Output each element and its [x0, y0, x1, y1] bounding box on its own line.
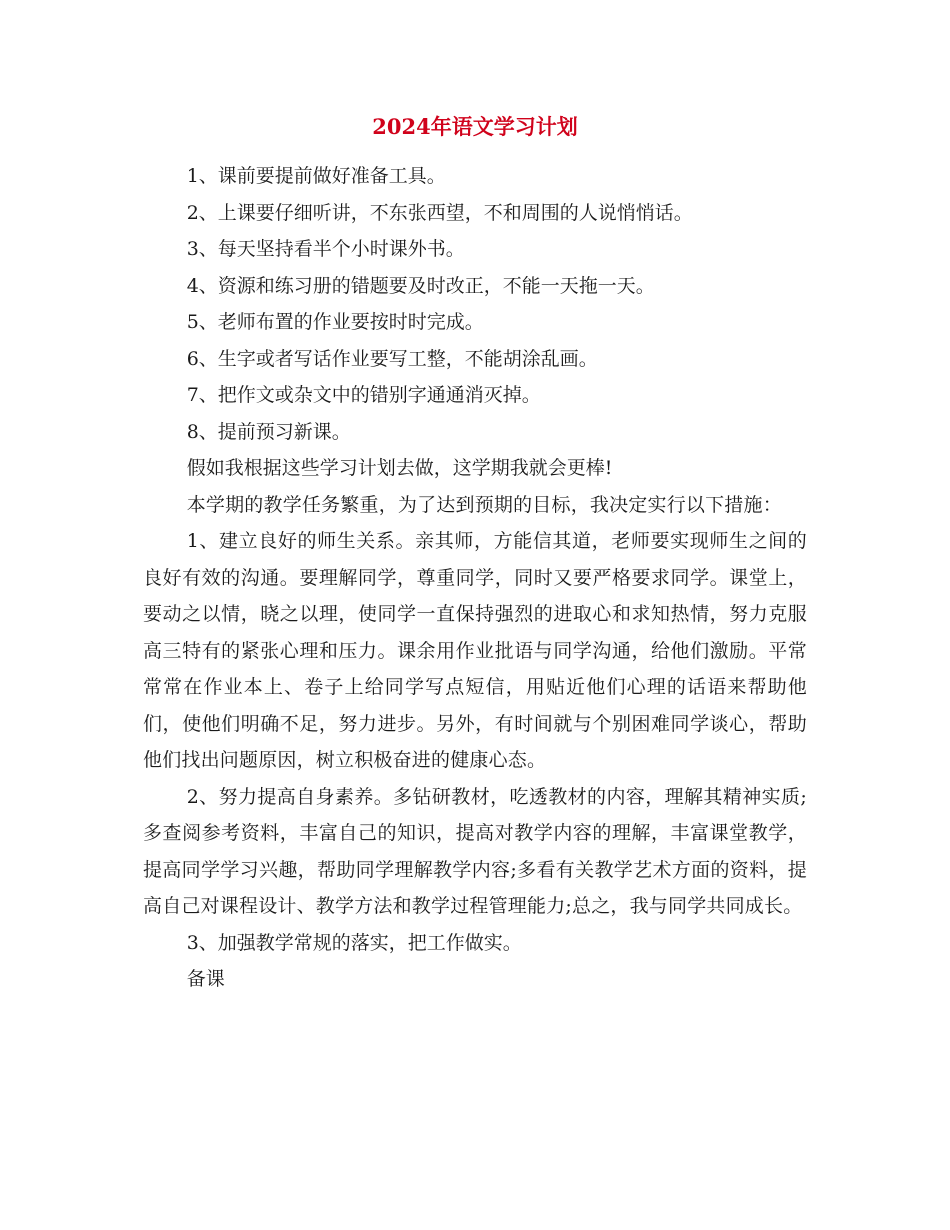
plan-item: 3、每天坚持看半个小时课外书。 — [186, 238, 465, 260]
intro-paragraph: 本学期的教学任务繁重，为了达到预期的目标，我决定实行以下措施： — [186, 493, 782, 516]
document-body — [143, 158, 807, 998]
plan-item: 6、生字或者写话作业要写工整，不能胡涂乱画。 — [186, 347, 598, 370]
section-heading: 备课 — [186, 968, 225, 990]
measure-paragraph-3: 3、加强教学常规的落实，把工作做实。 — [186, 931, 522, 954]
measure-paragraph-2: 2、努力提高自身素养。多钻研教材，吃透教材的内容，理解其精神实质;多查阅参考资料，丰富自己的知识，提高对教学内容的理解，丰富课堂教学，提高同学学习兴趣，帮助同学理解教学内容;多看有关教学艺术方面的资料，提高自己对课程设计、教学方法和教学过程管理能力;总之，我与同学共同成长。 — [143, 785, 807, 917]
closing-line: 假如我根据这些学习计划去做，这学期我就会更棒! — [186, 457, 613, 479]
plan-item: 5、老师布置的作业要按时时完成。 — [186, 311, 484, 333]
plan-item: 7、把作文或杂文中的错别字通通消灭掉。 — [186, 384, 541, 406]
measure-paragraph-1: 1、建立良好的师生关系。亲其师，方能信其道，老师要实现师生之间的良好有效的沟通。要理解同学，尊重同学，同时又要严格要求同学。课堂上，要动之以情，晓之以理，使同学一直保持强烈的进取心和求知热情，努力克服高三特有的紧张心理和压力。课余用作业批语与同学沟通，给他们激励。平常常常在作业本上、卷子上给同学写点短信，用贴近他们心理的话语来帮助他们，使他们明确不足，努力进步。另外，有时间就与个别困难同学谈心，帮助他们找出问题原因，树立积极奋进的健康心态。 — [143, 530, 807, 771]
document-title: 2024年语文学习计划 — [372, 114, 578, 139]
plan-item: 1、课前要提前做好准备工具。 — [186, 165, 446, 187]
plan-item: 8、提前预习新课。 — [186, 420, 351, 443]
plan-item: 4、资源和练习册的错题要及时改正，不能一天拖一天。 — [186, 274, 655, 297]
plan-item: 2、上课要仔细听讲，不东张西望，不和周围的人说悄悄话。 — [186, 201, 693, 224]
